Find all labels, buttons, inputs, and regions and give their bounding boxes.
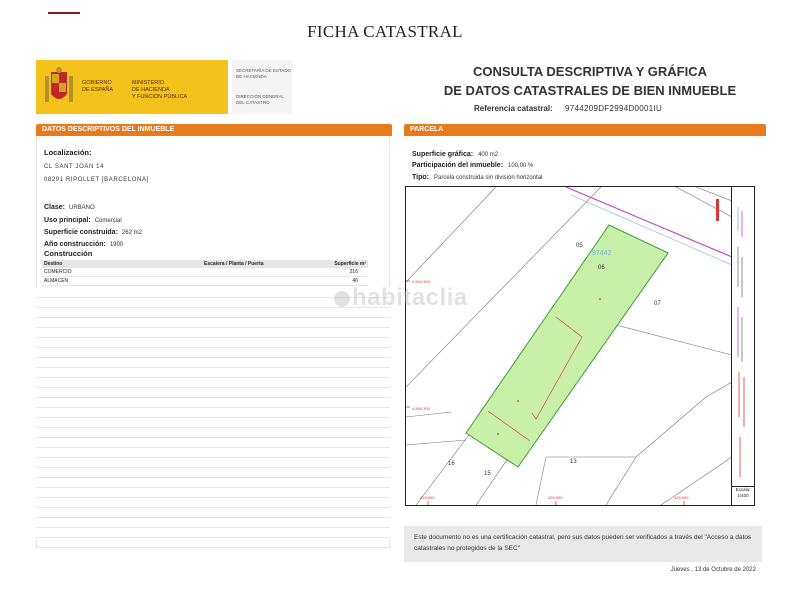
coord-y2-label: 4.594.300 <box>412 406 430 411</box>
table-row <box>42 277 368 286</box>
referencia-catastral <box>474 104 662 113</box>
row-superficie: 216 <box>349 269 358 275</box>
consulta-line2: DE DATOS CATASTRALES DE BIEN INMUEBLE <box>443 83 737 98</box>
construccion-label: Construcción <box>44 249 93 258</box>
disclaimer-note: Este documento no es una certificación catastral, pero sus datos pueden ser verificados a través del "Acceso a datos catastrales no protegidos de la SEC" <box>404 526 762 562</box>
participacion-value: 100,00 % <box>508 163 534 169</box>
consulta-line1: CONSULTA DESCRIPTIVA Y GRÁFICA <box>472 64 707 79</box>
row-destino: COMERCIO <box>44 269 72 275</box>
secretaria-label: SECRETARÍA DE ESTADO DE HACIENDA <box>236 68 292 79</box>
uso-value: Comercial <box>94 218 122 224</box>
superficie-label: Superficie construida: <box>44 229 118 236</box>
parcel-16-label: 16 <box>448 461 455 467</box>
parcel-map[interactable] <box>405 186 755 506</box>
clase-label: Clase: <box>44 204 66 211</box>
parcel-05-label: 05 <box>576 243 583 249</box>
ref-label: Referencia catastral: <box>474 104 553 113</box>
section-parcela: PARCELA <box>404 124 766 136</box>
escala-value: 1/400 <box>737 493 749 498</box>
legend-symbols-icon <box>732 187 754 487</box>
parcel-13-label: 13 <box>570 459 577 465</box>
escala-label: Escala: <box>735 487 751 492</box>
scale-box <box>731 486 754 505</box>
government-logo <box>36 60 228 114</box>
ministry-label: MINISTERIO DE HACIENDA Y FUNCIÓN PÚBLICA <box>132 80 188 100</box>
block-label: 97442 <box>592 250 612 257</box>
header-escalera: Escalera / Planta / Puerta <box>204 261 264 267</box>
tipo-value: Parcela construida sin división horizontal <box>433 175 543 181</box>
north-arrow <box>716 199 719 221</box>
government-label: GOBIERNO DE ESPAÑA <box>82 80 114 93</box>
parcel-15-label: 15 <box>484 471 491 477</box>
secretaria-block <box>232 60 292 114</box>
top-rule <box>48 12 80 14</box>
watermark-text: habitaclia <box>352 284 468 311</box>
tipo-label: Tipo: <box>412 174 429 181</box>
parcel-07-label: 07 <box>654 301 661 307</box>
row-destino: ALMACEN <box>44 278 69 284</box>
page-title: FICHA CATASTRAL <box>307 22 463 41</box>
coord-x3-label: 425.900 <box>674 495 689 500</box>
parcel-06-label: 06 <box>598 265 605 271</box>
table-row <box>42 268 368 277</box>
ano-label: Año construcción: <box>44 241 106 248</box>
address-line2: 08291 RIPOLLET [BARCELONA] <box>44 177 149 183</box>
construccion-table <box>42 260 368 286</box>
sup-grafica-label: Superficie gráfica: <box>412 151 474 158</box>
header-destino: Destino <box>44 261 63 267</box>
empty-table-lines <box>36 288 390 540</box>
row-superficie: 46 <box>352 278 358 284</box>
map-legend <box>731 187 754 487</box>
coord-x1-label: 425.600 <box>420 495 435 500</box>
address-line1: CL SANT JOAN 14 <box>44 164 105 170</box>
tipo-row <box>412 166 542 184</box>
header-superficie: Superficie m² <box>334 261 366 267</box>
ref-value: 9744209DF2994D0001IU <box>564 104 663 113</box>
uso-label: Uso principal: <box>44 217 91 224</box>
coat-of-arms-icon <box>41 66 77 108</box>
coord-x2-label: 425.900 <box>548 495 563 500</box>
target-parcel <box>466 225 668 467</box>
parcel-map-drawing <box>406 187 732 505</box>
direccion-label: DIRECCIÓN GENERAL DEL CATASTRO <box>236 94 285 105</box>
consulta-heading <box>400 62 780 100</box>
section-datos-descriptivos: DATOS DESCRIPTIVOS DEL INMUEBLE <box>36 124 392 136</box>
sup-grafica-value: 400 m2 <box>478 152 499 158</box>
watermark-logo-icon <box>334 291 350 307</box>
document-date: Jueves , 13 de Octubre de 2022 <box>670 567 756 573</box>
coord-y1-label: 4.594.300 <box>412 279 430 284</box>
localizacion-label: Localización: <box>44 148 92 157</box>
table-header <box>42 260 368 268</box>
clase-value: URBANO <box>69 205 95 211</box>
superficie-value: 262 m2 <box>121 230 142 236</box>
watermark <box>334 284 468 312</box>
ano-value: 1900 <box>109 242 124 248</box>
participacion-label: Participación del inmueble: <box>412 162 504 169</box>
